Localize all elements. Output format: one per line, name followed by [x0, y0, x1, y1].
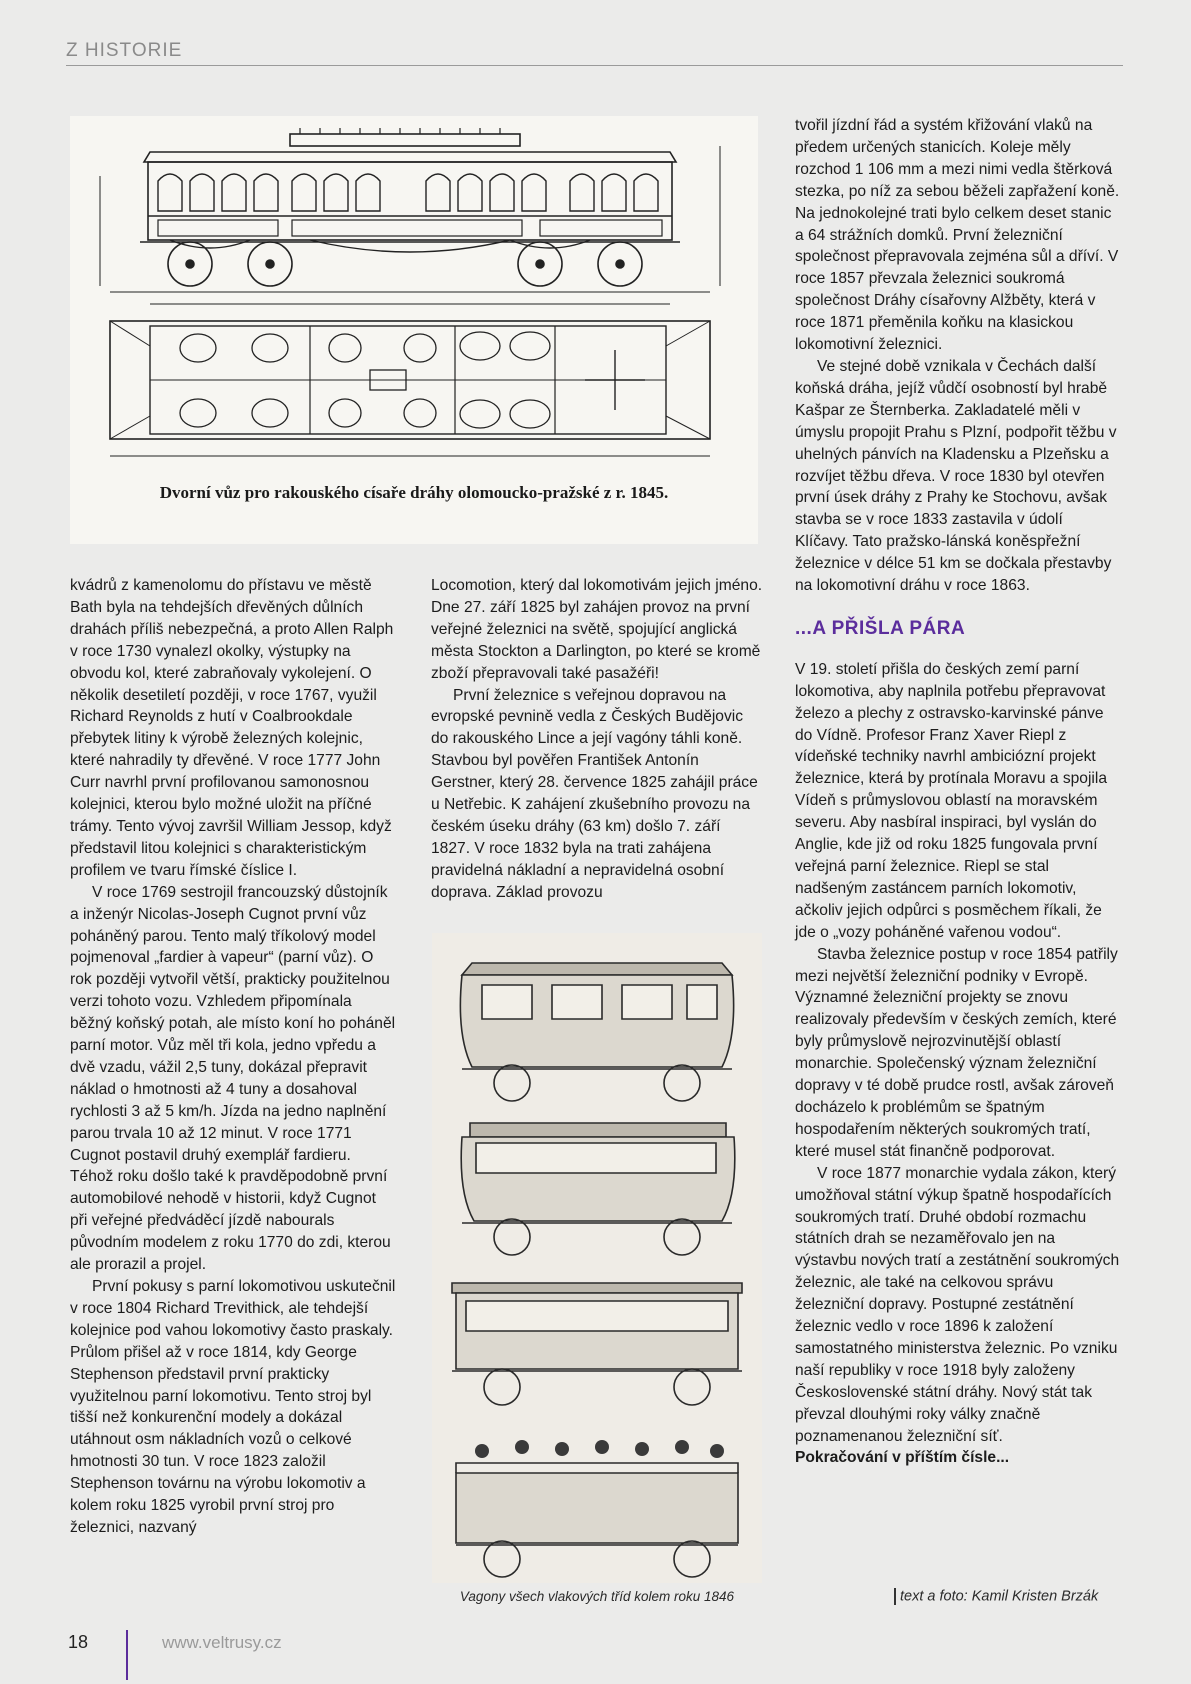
- coach-third-class: [452, 1283, 742, 1405]
- article-column-1: [70, 575, 396, 1539]
- coach-fourth-class: [456, 1440, 738, 1577]
- col2-paragraph-2: První železnice s veřejnou dopravou na evropské pevnině vedla z Českých Budějovic do rakouského Lince a její vagóny táhli koně. Stavbou byl pověřen František Antonín Gerstner, který 28. července 1825 zahájil práce u Netřebic. K zahájení zkušebního provozu na českém úseku dráhy (63 km) došlo 7. září 1827. V roce 1832 byla na trati zahájena pravidelná nákladní a nepravidelná osobní doprava. Základ provozu: [431, 686, 758, 901]
- roof: [144, 152, 676, 162]
- page-number: 18: [68, 1632, 89, 1652]
- col1-paragraph-1: kvádrů z kamenolomu do přístavu ve městě Bath byla na tehdejších dřevěných důlních drahách příliš nebezpečná, a proto Allen Ralph v roce 1730 vynalezl okolky, výstupky na obvodu kol, které zabraňovaly vykolejení. O několik desetiletí později, v roce 1767, využil Richard Reynolds z hutí v Coalbrookdale přebytek litiny k výrobě železných kolejnic, které nahradily ty dřevěné. V roce 1777 John Curr navrhl první profilovanou samonosnou kolejnici, kterou bylo možné uložit na příčné trámy. Tento vývoj završil William Jessop, když představil litou kolejnici s charakteristickým profilem ve tvaru římské číslice I.: [70, 577, 394, 879]
- carriage-blueprint: [70, 116, 758, 544]
- header-rule: [66, 65, 1123, 66]
- col1-paragraph-3: První pokusy s parní lokomotivou uskutečnil v roce 1804 Richard Trevithick, ale tehdejší kolejnice pod vahou lokomotivy často praskaly. Průlom přišel až v roce 1814, kdy George Stephenson představil první prakticky využitelnou parní lokomotivu. Tento stroj byl tišší než konkurenční modely a dokázal utáhnout osm nákladních vozů o celkové hmotnosti 30 tun. V roce 1823 založil Stephenson továrnu na výrobu lokomotiv a kolem roku 1825 vyrobil první stroj pro železnici, nazvaný: [70, 1278, 396, 1536]
- figure2-caption: Vagony všech vlakových tříd kolem roku 1846: [459, 1589, 735, 1604]
- roof-crest: [290, 134, 520, 146]
- col3-paragraph-1: tvořil jízdní řád a systém křižování vlaků na předem určených stanicích. Koleje měly rozchod 1 106 mm a mezi nimi vedla štěrková stezka, po níž za sebou běželi zapřažení koně. Na jednokolejné trati bylo celkem deset stanic a 64 strážních domků. První železniční společnost přepravovala zejména sůl a dříví. V roce 1857 převzala železnici soukromá společnost Dráhy císařovny Alžběty, která v roce 1871 přeměnila koňku na klasickou lokomotivní železnici.: [795, 117, 1120, 354]
- article-column-2: [431, 575, 763, 904]
- credit-text: text a foto: Kamil Kristen Brzák: [900, 1588, 1099, 1605]
- col3-paragraph-2: Ve stejné době vznikala v Čechách další koňská dráha, jejíž vůdčí osobností byl hrabě Kašpar ze Šternberka. Zakladatelé měli v úmyslu propojit Prahu s Plzní, podpořit těžbu v uhelných pánvích na Kladensku a Plzeňsku a rozvíjet těžbu dřeva. V roce 1830 byl otevřen první úsek dráhy z Prahy ke Stochovu, avšak stavba se v roce 1833 zastavila v údolí Klíčavy. Tato pražsko-lánská koněspřežní železnice v délce 51 km se dočkala přestavby na lokomotivní dráhu v roce 1863.: [795, 357, 1117, 595]
- article-column-3: [795, 115, 1120, 1469]
- col3-paragraph-3: V 19. století přišla do českých zemí parní lokomotiva, aby naplnila potřebu přepravovat železo a plechy z ostravsko-karvinské pánve do Vídně. Profesor Franz Xaver Riepl z vídeňské techniky navrhl ambiciózní projekt železnice, která by protínala Moravu a spojila Vídeň s průmyslovou oblastí na moravském severu. Aby nasbíral inspiraci, byl vyslán do Anglie, kde již od roku 1825 fungovala první veřejná parní železnice. Riepl se stal nadšeným zastáncem parních lokomotiv, ačkoliv jejich odpůrci s posměchem říkali, že jde o „vozy poháněné vařenou vodou“.: [795, 660, 1108, 941]
- footer-divider: [126, 1630, 128, 1680]
- coaches-engravings: [432, 933, 762, 1583]
- section-heading: ...A PŘIŠLA PÁRA: [795, 617, 966, 639]
- coaches-illustration: [432, 933, 762, 1583]
- coach-second-class: [461, 1123, 735, 1255]
- court-carriage-drawing: [70, 116, 758, 544]
- col3-paragraph-5: V roce 1877 monarchie vydala zákon, který umožňoval státní výkup špatně hospodařících soukromých tratí. Druhé období rozmachu státních drah se nezaměřovalo jen na výstavbu nových tratí a zestátnění soukromých železnic, ale také na celkovou správu železniční dopravy. Postupné zestátnění železnic vedlo v roce 1896 k založení samostatného ministerstva železnic. Po vzniku naší republiky v roce 1918 byly založeny Československé státní dráhy. Nový stát tak převzal dlouhými roky války značně poznamenanou železniční síť.: [795, 1164, 1120, 1445]
- author-credit: [894, 1588, 1098, 1605]
- website-link[interactable]: www.veltrusy.cz: [162, 1633, 282, 1652]
- windows: [158, 174, 658, 211]
- wheels: [168, 242, 642, 286]
- coach-first-class: [460, 963, 733, 1101]
- figure1-caption: Dvorní vůz pro rakouského císaře dráhy olomoucko-pražské z r. 1845.: [159, 483, 669, 502]
- col3-paragraph-4: Stavba železnice postup v roce 1854 patřily mezi největší železniční podniky v Evropě. Významné železniční projekty se znovu realizovaly především v českých zemích, které byly průmyslově nejrozvinutější oblastí monarchie. Společenský význam železniční dopravy v té době prudce rostl, avšak zároveň docházelo k problémům se špatným hospodařením některých soukromých tratí, které musel stát finančně podporovat.: [795, 945, 1118, 1160]
- section-label: Z HISTORIE: [66, 40, 183, 61]
- credit-bar: [894, 1588, 896, 1605]
- col1-paragraph-2: V roce 1769 sestrojil francouzský důstojník a inženýr Nicolas-Joseph Cugnot první vůz poháněný parou. Tento malý tříkolový model pojmenoval „fardier à vapeur“ (parní vůz). O rok později vytvořil větší, prakticky použitelnou verzi tohoto vozu. Vzhledem připomínala běžný koňský potah, ale místo koní ho poháněl parní motor. Vůz měl tři kola, jedno vpředu a dvě vzadu, vážil 2,5 tuny, dokázal přepravit náklad o hmotnosti až 4 tuny a dosahoval rychlosti 3 až 5 km/h. Jízda na jedno naplnění parou trvala 10 až 12 minut. V roce 1771 Cugnot postavil druhý exemplář fardieru. Téhož roku došlo také k pravděpodobně první automobilové nehodě v historii, když Cugnot při veřejné předváděcí jízdě nabourals původním modelem z roku 1770 do zdi, kterou ale prorazil a projel.: [70, 883, 396, 1274]
- col2-paragraph-1: Locomotion, který dal lokomotivám jejich jméno. Dne 27. září 1825 byl zahájen provoz na první veřejné železnici na světě, spojující anglická města Stockton a Darlington, po které se kromě zboží přepravovali také pasažéři!: [431, 577, 763, 682]
- continued-note: Pokračování v příštím čísle...: [795, 1449, 1010, 1467]
